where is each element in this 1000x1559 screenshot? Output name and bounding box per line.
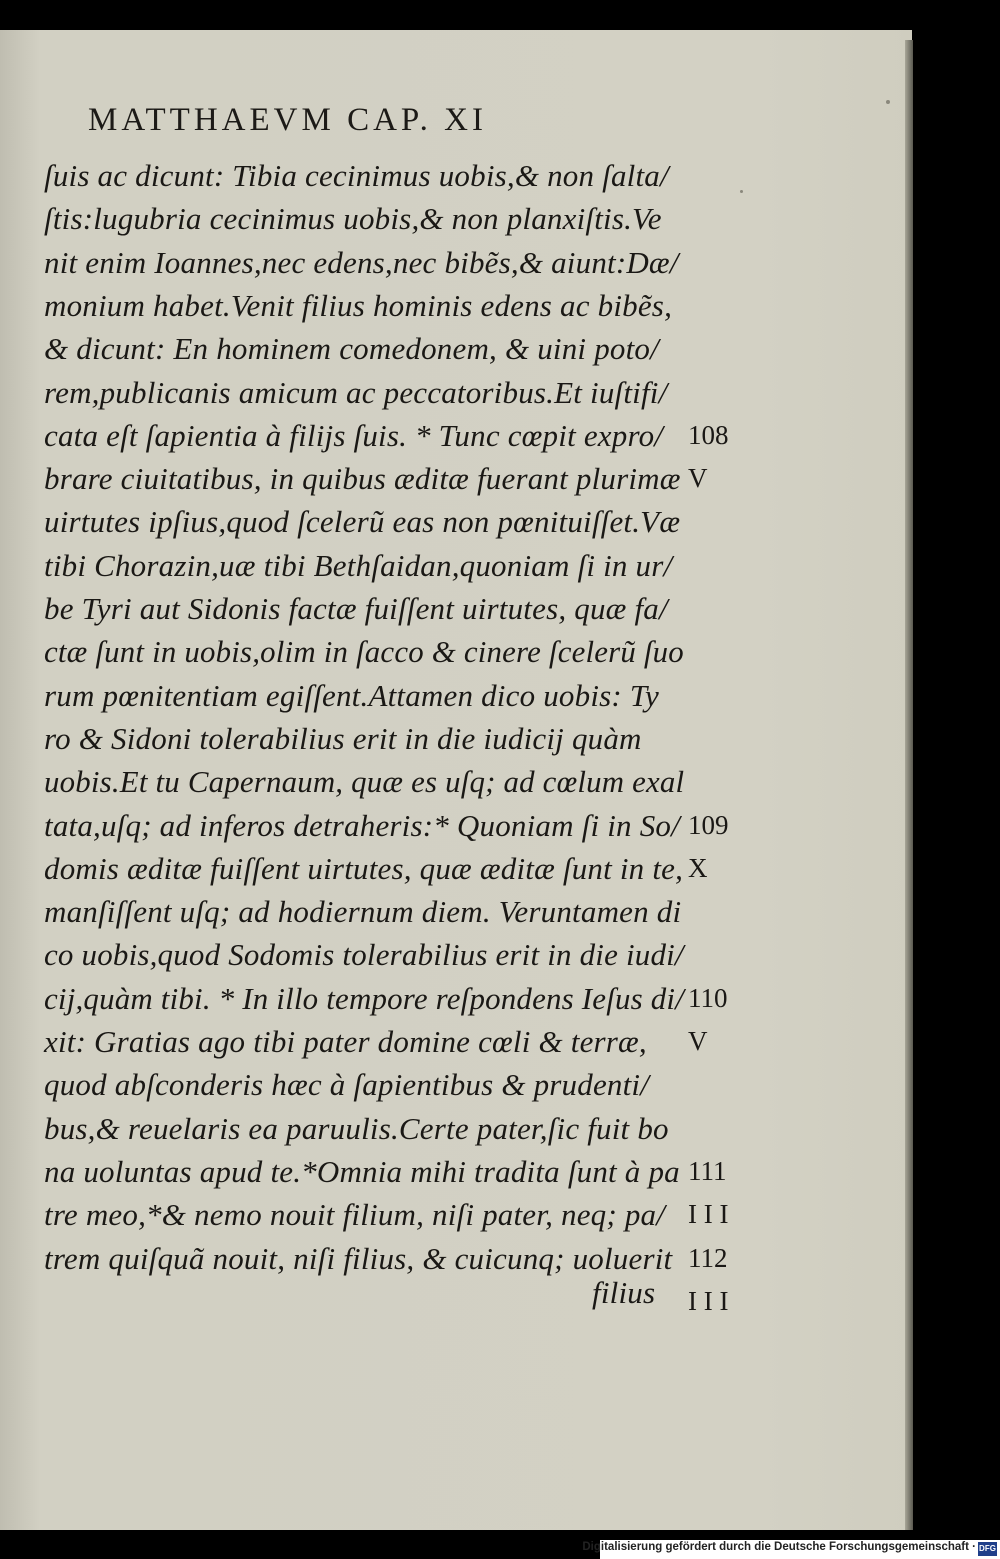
text-line: be Tyri aut Sidonis factæ fuiſſent uirtutes, quæ fa/	[44, 591, 668, 626]
margin-note: 109	[688, 809, 729, 840]
text-line: brare ciuitatibus, in quibus æditæ fuerant plurimæ	[44, 461, 681, 497]
text-line: trem quiſquã nouit, niſi filius, & cuicunq; uoluerit	[44, 1240, 673, 1276]
running-head: MATTHAEVM CAP. XI	[88, 102, 487, 138]
text-line: uirtutes ipſius,quod ſcelerũ eas non pœnituiſſet.Væ	[44, 504, 681, 540]
text-line: ſuis ac dicunt: Tibia cecinimus uobis,& non ſalta/	[44, 158, 669, 193]
margin-note: I I I	[688, 1285, 729, 1316]
text-line: ſtis:lugubria cecinimus uobis,& non planxiſtis.Ve	[44, 201, 662, 237]
text-line: tibi Chorazin,uæ tibi Bethſaidan,quoniam ſi in ur/	[44, 547, 673, 583]
dfg-logo: DFG	[978, 1542, 997, 1556]
paper-speck	[886, 100, 890, 104]
page-edge	[905, 40, 913, 1530]
text-line: & dicunt: En hominem comedonem, & uini poto/	[44, 331, 659, 367]
text-line: monium habet.Venit filius hominis edens ac bibẽs,	[44, 287, 673, 323]
margin-note: 108	[688, 419, 729, 450]
text-line: cij,quàm tibi. * In illo tempore reſpondens Ieſus di/	[44, 980, 684, 1016]
paper-speck	[740, 190, 743, 193]
text-line: cata eſt ſapientia à filijs ſuis. * Tunc cœpit expro/	[44, 417, 664, 453]
text-line: uobis.Et tu Capernaum, quæ es uſq; ad cœlum exal	[44, 764, 685, 800]
text-line: bus,& reuelaris ea paruulis.Certe pater,ſic fuit bo	[44, 1110, 669, 1146]
text-line: quod abſconderis hæc à ſapientibus & prudenti/	[44, 1067, 650, 1103]
margin-note: 110	[688, 982, 728, 1013]
text-line: co uobis,quod Sodomis tolerabilius erit in die iudi/	[44, 937, 684, 973]
text-line: tata,uſq; ad inferos detraheris:* Quoniam ſi in So/	[44, 807, 680, 843]
text-line: nit enim Ioannes,nec edens,nec bibẽs,& aiunt:Dæ/	[44, 244, 679, 280]
footer-credit: Digitalisierung gefördert durch die Deutsche Forschungsgemeinschaft ·	[582, 1541, 976, 1553]
text-line: ro & Sidoni tolerabilius erit in die iudicij quàm	[44, 720, 642, 756]
text-line: ctæ ſunt in uobis,olim in ſacco & cinere ſcelerũ ſuo	[44, 634, 684, 670]
margin-note: V	[688, 1026, 708, 1056]
text-line: rem,publicanis amicum ac peccatoribus.Et iuſtifi/	[44, 374, 668, 410]
margin-note: I I I	[688, 1199, 729, 1230]
catchword: filius	[592, 1275, 656, 1310]
text-line: tre meo,*& nemo nouit filium, niſi pater, neq; pa/	[44, 1197, 666, 1233]
text-line: xit: Gratias ago tibi pater domine cœli & terræ,	[44, 1024, 647, 1059]
text-line: domis æditæ fuiſſent uirtutes, quæ æditæ ſunt in te,	[44, 850, 684, 886]
margin-note: V	[688, 463, 708, 494]
text-line: manſiſſent uſq; ad hodiernum diem. Veruntamen di	[44, 894, 682, 930]
margin-note: 112	[688, 1242, 728, 1273]
margin-note: 111	[688, 1155, 727, 1186]
text-line: na uoluntas apud te.*Omnia mihi tradita ſunt à pa	[44, 1153, 680, 1189]
margin-note: X	[688, 852, 708, 883]
text-line: rum pœnitentiam egiſſent.Attamen dico uobis: Ty	[44, 677, 659, 713]
